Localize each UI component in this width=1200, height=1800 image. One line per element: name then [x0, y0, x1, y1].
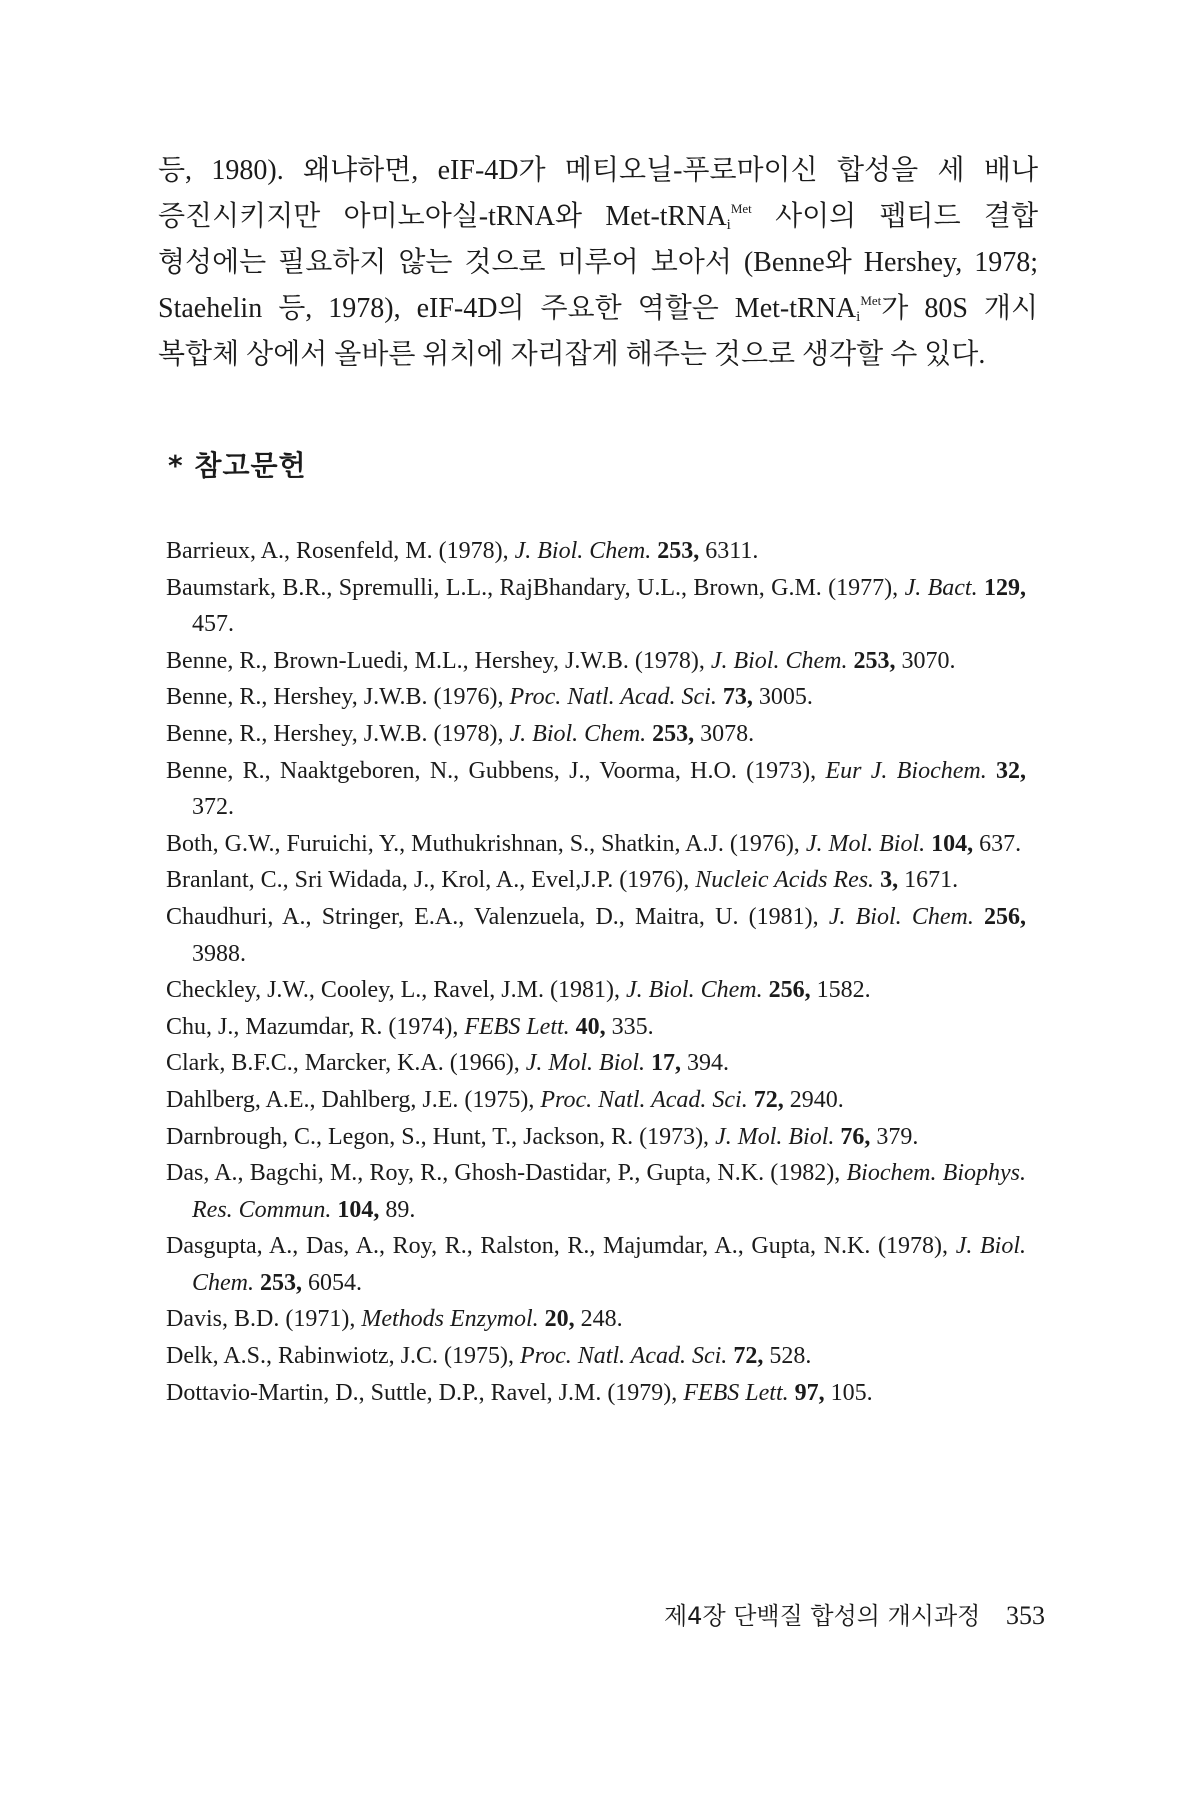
reference-authors: Clark, B.F.C., Marcker, K.A. (1966), — [166, 1050, 520, 1077]
reference-journal: Proc. Natl. Acad. Sci. — [540, 1086, 748, 1113]
reference-volume: 253, — [853, 647, 896, 674]
reference-authors: Davis, B.D. (1971), — [166, 1306, 356, 1333]
reference-pages: 3078. — [700, 720, 755, 747]
reference-entry — [166, 643, 1026, 680]
reference-pages: 1671. — [904, 867, 959, 894]
reference-volume: 20, — [544, 1306, 575, 1333]
reference-authors: Branlant, C., Sri Widada, J., Krol, A., Evel,J.P. (1976), — [166, 867, 690, 894]
reference-authors: Chaudhuri, A., Stringer, E.A., Valenzuela, D., Maitra, U. (1981), — [166, 903, 819, 930]
intro-line: 증진시키지만 아미노아실-tRNA와 Met-tRNA$_i^{Met}$ 사이의 펩티드 결합 — [158, 201, 1038, 233]
reference-volume: 73, — [722, 684, 753, 711]
reference-journal: FEBS Lett. — [464, 1013, 570, 1040]
reference-pages: 637. — [979, 830, 1022, 857]
intro-line: Staehelin 등, 1978), eIF-4D의 주요한 역할은 Met-tRNA$_i^{Met}$가 80S 개시 — [158, 293, 1038, 325]
reference-entry — [166, 1119, 1026, 1156]
reference-journal: Nucleic Acids Res. — [695, 867, 875, 894]
reference-pages: 6054. — [308, 1269, 362, 1296]
reference-volume: 72, — [753, 1086, 784, 1113]
reference-authors: Checkley, J.W., Cooley, L., Ravel, J.M. (1981), — [166, 977, 620, 1004]
reference-pages: 248. — [580, 1306, 623, 1333]
reference-pages: 3070. — [901, 647, 956, 674]
reference-entry — [166, 826, 1026, 863]
reference-pages: 528. — [769, 1343, 812, 1370]
reference-authors: Benne, R., Hershey, J.W.B. (1978), — [166, 720, 504, 747]
intro-line: 형성에는 필요하지 않는 것으로 미루어 보아서 (Benne와 Hershey, 1978; — [158, 247, 1038, 278]
reference-pages: 89. — [385, 1196, 416, 1223]
reference-volume: 256, — [768, 977, 811, 1004]
reference-authors: Darnbrough, C., Legon, S., Hunt, T., Jackson, R. (1973), — [166, 1123, 710, 1150]
intro-line: 복합체 상에서 올바른 위치에 자리잡게 해주는 것으로 생각할 수 있다. — [158, 339, 986, 370]
asterisk-marker: * — [168, 449, 184, 482]
reference-pages: 3005. — [758, 684, 813, 711]
reference-authors: Barrieux, A., Rosenfeld, M. (1978), — [166, 538, 509, 564]
reference-entry — [166, 899, 1026, 972]
reference-authors: Benne, R., Brown-Luedi, M.L., Hershey, J.W.B. (1978), — [166, 647, 705, 674]
reference-volume: 104, — [931, 830, 974, 857]
page-footer — [0, 1596, 1045, 1631]
reference-pages: 372. — [192, 794, 234, 821]
reference-journal: J. Mol. Biol. — [525, 1050, 646, 1077]
reference-authors: Dasgupta, A., Das, A., Roy, R., Ralston, R., Majumdar, A., Gupta, N.K. (1978), — [166, 1233, 949, 1260]
reference-entry — [166, 1301, 1026, 1338]
reference-entry — [166, 972, 1026, 1009]
reference-volume: 253, — [652, 720, 695, 747]
intro-paragraph — [158, 148, 1038, 378]
reference-entry — [166, 1338, 1026, 1375]
reference-volume: 97, — [794, 1379, 825, 1406]
reference-entry — [166, 533, 1026, 570]
reference-authors: Chu, J., Mazumdar, R. (1974), — [166, 1013, 459, 1040]
reference-pages: 3988. — [192, 940, 246, 967]
reference-authors: Benne, R., Hershey, J.W.B. (1976), — [166, 684, 504, 711]
reference-journal: Eur J. Biochem. — [825, 757, 987, 784]
reference-journal: J. Biol. Chem. — [509, 720, 647, 747]
reference-volume: 40, — [575, 1013, 606, 1040]
reference-journal: J. Bact. — [904, 574, 978, 601]
references-heading-text: 참고문헌 — [194, 449, 307, 482]
reference-journal: Biochem. Biophys. Res. Commun. — [192, 1160, 1027, 1223]
reference-journal: J. Biol. Chem. — [514, 538, 652, 564]
reference-journal: J. Biol. Chem. — [192, 1233, 1027, 1296]
reference-entry — [166, 679, 1026, 716]
reference-journal: Methods Enzymol. — [361, 1306, 539, 1333]
reference-pages: 379. — [876, 1123, 919, 1150]
reference-pages: 457. — [192, 611, 234, 638]
reference-volume: 253, — [657, 538, 700, 564]
reference-volume: 253, — [260, 1269, 302, 1296]
reference-authors: Both, G.W., Furuichi, Y., Muthukrishnan, S., Shatkin, A.J. (1976), — [166, 830, 800, 857]
reference-entry — [166, 570, 1026, 643]
reference-authors: Dahlberg, A.E., Dahlberg, J.E. (1975), — [166, 1086, 535, 1113]
reference-entry — [166, 862, 1026, 899]
reference-journal: J. Mol. Biol. — [715, 1123, 835, 1150]
reference-authors: Dottavio-Martin, D., Suttle, D.P., Ravel, J.M. (1979), — [166, 1379, 678, 1406]
reference-entry — [166, 1228, 1026, 1301]
intro-line: 등, 1980). 왜냐하면, eIF-4D가 메티오닐-푸로마이신 합성을 세 배나 — [158, 155, 1038, 186]
reference-entry — [166, 753, 1026, 826]
reference-pages: 6311. — [705, 538, 759, 564]
reference-volume: 72, — [733, 1343, 764, 1370]
reference-entry — [166, 1375, 1026, 1412]
reference-journal: FEBS Lett. — [683, 1379, 789, 1406]
page-number: 353 — [1006, 1601, 1045, 1630]
reference-list — [166, 533, 1026, 1411]
reference-volume: 32, — [996, 757, 1027, 784]
reference-volume: 129, — [984, 574, 1027, 601]
reference-entry — [166, 1082, 1026, 1119]
reference-pages: 105. — [830, 1379, 873, 1406]
reference-volume: 104, — [337, 1196, 380, 1223]
reference-authors: Das, A., Bagchi, M., Roy, R., Ghosh-Dastidar, P., Gupta, N.K. (1982), — [166, 1160, 841, 1187]
reference-authors: Benne, R., Naaktgeboren, N., Gubbens, J., Voorma, H.O. (1973), — [166, 757, 817, 784]
reference-entry — [166, 1045, 1026, 1082]
reference-pages: 335. — [611, 1013, 654, 1040]
reference-pages: 394. — [687, 1050, 730, 1077]
reference-authors: Delk, A.S., Rabinwiotz, J.C. (1975), — [166, 1343, 514, 1370]
reference-pages: 1582. — [816, 977, 871, 1004]
reference-journal: J. Biol. Chem. — [828, 903, 974, 930]
reference-pages: 2940. — [789, 1086, 844, 1113]
reference-entry — [166, 1155, 1026, 1228]
references-heading — [168, 444, 307, 484]
reference-volume: 17, — [651, 1050, 682, 1077]
reference-volume: 76, — [840, 1123, 871, 1150]
reference-volume: 256, — [984, 903, 1027, 930]
reference-entry — [166, 716, 1026, 753]
reference-journal: J. Biol. Chem. — [625, 977, 763, 1004]
reference-volume: 3, — [880, 867, 899, 894]
reference-journal: J. Mol. Biol. — [805, 830, 926, 857]
reference-entry — [166, 1009, 1026, 1046]
reference-journal: Proc. Natl. Acad. Sci. — [509, 684, 717, 711]
chapter-title: 제4장 단백질 합성의 개시과정 — [663, 1602, 981, 1630]
reference-journal: J. Biol. Chem. — [710, 647, 848, 674]
reference-journal: Proc. Natl. Acad. Sci. — [520, 1343, 728, 1370]
reference-authors: Baumstark, B.R., Spremulli, L.L., RajBhandary, U.L., Brown, G.M. (1977), — [166, 574, 899, 601]
